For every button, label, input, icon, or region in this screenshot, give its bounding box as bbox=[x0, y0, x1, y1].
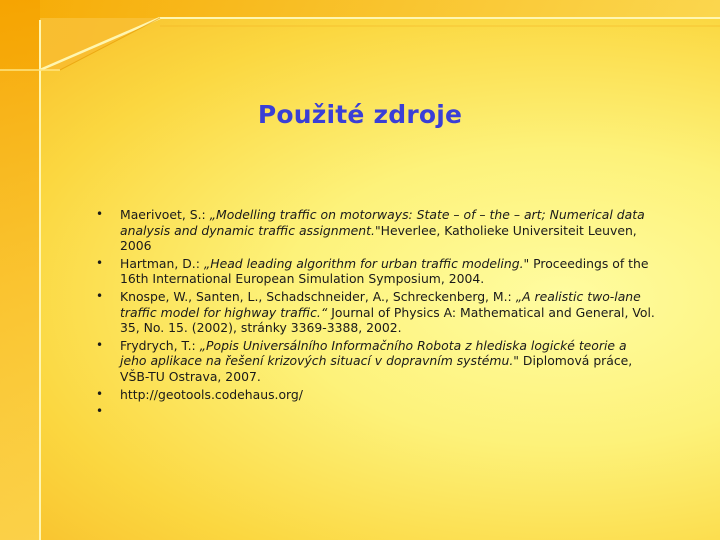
list-item bbox=[90, 338, 655, 385]
reference-source: "Heverlee, Katholieke Universiteit Leuven, 2006 bbox=[120, 222, 637, 254]
reference-source: " Diplomová práce, VŠB-TU Ostrava, 2007. bbox=[120, 353, 633, 384]
list-item bbox=[90, 207, 655, 254]
bullet-icon: • bbox=[96, 386, 104, 401]
list-item bbox=[90, 404, 655, 420]
list-item bbox=[90, 387, 655, 403]
reference-source: Journal of Physics A: Mathematical and General, Vol. 35, No. 15. (2002), stránky 3369-3388, 2002. bbox=[120, 304, 655, 336]
reference-source: " Proceedings of the 16th International European Simulation Symposium, 2004. bbox=[120, 255, 649, 287]
bullet-icon: • bbox=[96, 337, 104, 352]
bullet-icon: • bbox=[96, 404, 104, 419]
reference-list bbox=[90, 207, 655, 422]
list-item bbox=[90, 289, 655, 336]
left-band-shape bbox=[0, 0, 40, 540]
list-item bbox=[90, 256, 655, 287]
reference-title: „Popis Universálního Informačního Robota z hlediska logické teorie a jeho aplikace na řešení krizových situací v dopravním systému. bbox=[120, 337, 627, 369]
reference-author: Maerivoet, S.: bbox=[120, 207, 210, 222]
bullet-icon: • bbox=[96, 288, 104, 303]
reference-title: „A realistic two-lane traffic model for highway traffic.“ bbox=[120, 288, 641, 320]
reference-title: „Modelling traffic on motorways: State – of – the – art; Numerical data analysis and dynamic traffic assignment. bbox=[120, 207, 645, 238]
slide-title bbox=[0, 100, 720, 129]
bullet-icon: • bbox=[96, 207, 104, 221]
slide-title-text: Použité zdroje bbox=[257, 100, 463, 129]
reference-author: Hartman, D.: bbox=[120, 255, 204, 271]
reference-link[interactable]: http://geotools.codehaus.org/ bbox=[120, 386, 303, 402]
bullet-icon: • bbox=[96, 255, 104, 270]
reference-author: Frydrych, T.: bbox=[120, 337, 200, 353]
reference-title: „Head leading algorithm for urban traffic modeling. bbox=[203, 255, 524, 271]
reference-author: Knospe, W., Santen, L., Schadschneider, A., Schreckenberg, M.: bbox=[120, 288, 516, 304]
